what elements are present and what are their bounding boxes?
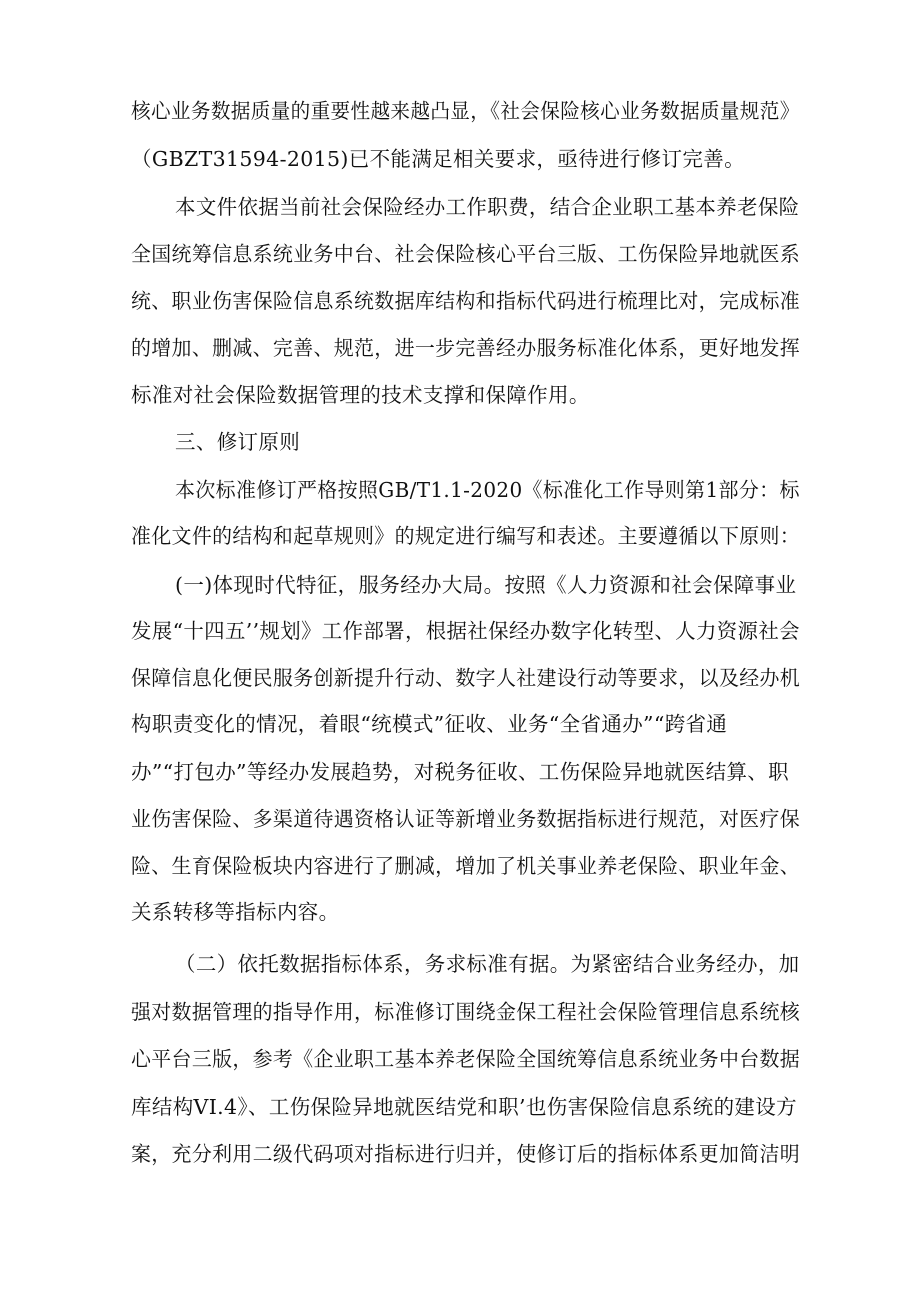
text-line: (一)体现时代特征，服务经办大局。按照《人力资源和社会保障事业 <box>175 573 797 597</box>
text-line: 准化文件的结构和起草规则》的规定进行编写和表述。主要遵循以下原则： <box>131 524 801 548</box>
text-line: 全国统筹信息系统业务中台、社会保险核心平台三版、工伤保险异地就医系 <box>131 242 801 266</box>
text-line: 库结构VI.4》、工伤保险异地就医结党和职’也伤害保险信息系统的建设方 <box>131 1095 797 1119</box>
text-line: 办”“打包办”等经办发展趋势，对税务征收、工伤保险异地就医结算、职 <box>131 760 789 784</box>
text-line: 心平台三版，参考《企业职工基本养老保险全国统筹信息系统业务中台数据 <box>131 1047 801 1071</box>
text-line: 保障信息化便民服务创新提升行动、数字人社建设行动等要求，以及经办机 <box>131 666 801 690</box>
text-line: （二）依托数据指标体系，务求标准有据。为紧密结合业务经办，加 <box>175 952 800 976</box>
text-line: 统、职业伤害保险信息系统数据库结构和指标代码进行梳理比对，完成标准 <box>131 289 801 313</box>
text-line: （GBZT31594-2015)已不能满足相关要求，亟待进行修订完善。 <box>131 147 745 171</box>
text-line: 标准对社会保险数据管理的技术支撑和保障作用。 <box>131 383 590 407</box>
section-heading: 三、修订原则 <box>175 430 301 454</box>
text-line: 核心业务数据质量的重要性越来越凸显，《社会保险核心业务数据质量规范》 <box>131 99 800 123</box>
text-line: 发展“十四五’’规划》工作部署，根据社保经办数字化转型、人力资源社会 <box>131 619 800 643</box>
text-line: 构职责变化的情况，着眼“统模式”征收、业务“全省通办”“跨省通 <box>131 712 728 736</box>
text-line: 本文件依据当前社会保险经办工作职费，结合企业职工基本养老保险 <box>175 195 800 219</box>
text-line: 本次标准修订严格按照GB/T1.1-2020《标准化工作导则第1部分：标 <box>175 478 800 502</box>
text-line: 的增加、删减、完善、规范，进一步完善经办服务标准化体系，更好地发挥 <box>131 336 801 360</box>
text-line: 关系转移等指标内容。 <box>131 900 340 924</box>
text-line: 强对数据管理的指导作用，标准修订围绕金保工程社会保险管理信息系统核 <box>131 1000 801 1024</box>
text-line: 业伤害保险、多渠道待遇资格认证等新增业务数据指标进行规范，对医疗保 <box>131 807 801 831</box>
text-line: 案，充分利用二级代码项对指标进行归并，使修订后的指标体系更加简洁明 <box>131 1142 801 1166</box>
text-line: 险、生育保险板块内容进行了删减，增加了机关事业养老保险、职业年金、 <box>131 854 801 878</box>
